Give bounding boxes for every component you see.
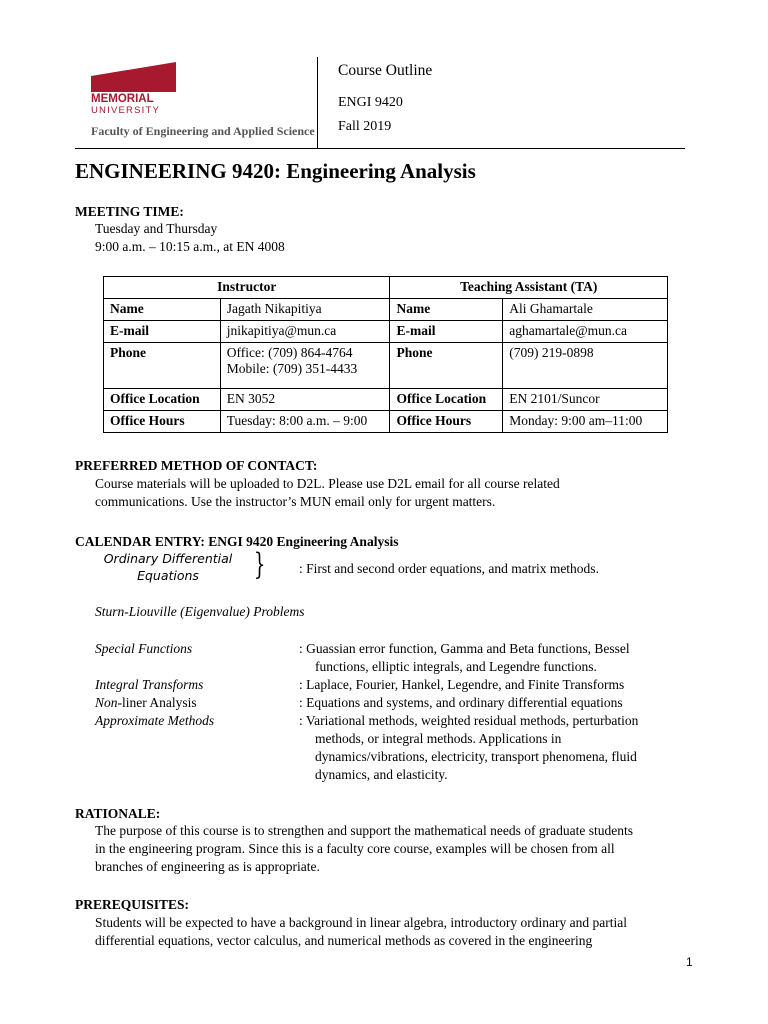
term: Fall 2019	[338, 119, 392, 134]
nonliner-analysis-label	[95, 694, 197, 712]
ta-email-label: E-mail	[390, 321, 503, 343]
faculty-name: Faculty of Engineering and Applied Science	[91, 124, 315, 138]
svg-text:MEMORIAL: MEMORIAL	[91, 93, 154, 105]
meeting-time: 9:00 a.m. – 10:15 a.m., at EN 4008	[95, 239, 285, 254]
ta-name: Ali Ghamartale	[503, 299, 668, 321]
prereq-heading: PREREQUISITES:	[75, 897, 190, 912]
ta-phone-label: Phone	[390, 343, 503, 389]
contact-line-1: Course materials will be uploaded to D2L. Please use D2L email for all course related	[95, 476, 560, 491]
ode-desc: : First and second order equations, and matrix methods.	[299, 561, 599, 576]
ode-brace-icon: }	[253, 547, 266, 582]
instructor-phone-office: Office: (709) 864-4764	[226, 345, 353, 360]
prereq-line-1: Students will be expected to have a background in linear algebra, introductory ordinary and partial	[95, 915, 627, 930]
approximate-methods-desc-1: : Variational methods, weighted residual methods, perturbation	[299, 713, 639, 728]
instructor-header: Instructor	[104, 277, 390, 299]
special-functions-desc-1: : Guassian error function, Gamma and Beta functions, Bessel	[299, 641, 630, 656]
rationale-line-2: in the engineering program. Since this is a faculty core course, examples will be chosen from all	[95, 841, 615, 856]
integral-transforms-desc: : Laplace, Fourier, Hankel, Legendre, and Finite Transforms	[299, 677, 625, 692]
ode-label	[95, 550, 241, 584]
ta-office-location: EN 2101/Suncor	[503, 389, 668, 411]
instructor-phone-mobile: Mobile: (709) 351-4433	[226, 361, 358, 376]
approximate-methods-desc-3: dynamics/vibrations, electricity, transport phenomena, fluid	[315, 749, 637, 764]
course-code: ENGI 9420	[338, 95, 403, 110]
special-functions-desc-2: functions, elliptic integrals, and Legendre functions.	[315, 659, 597, 674]
nonliner-rest: -liner Analysis	[117, 695, 197, 710]
phone-label: Phone	[104, 343, 221, 389]
contact-table	[103, 276, 668, 433]
page-number: 1	[686, 955, 693, 969]
ta-office-hours-label: Office Hours	[390, 411, 503, 433]
calendar-heading: CALENDAR ENTRY: ENGI 9420 Engineering Analysis	[75, 534, 399, 549]
rationale-line-1: The purpose of this course is to strengthen and support the mathematical needs of graduate students	[95, 823, 633, 838]
email-label: E-mail	[104, 321, 221, 343]
doc-type: Course Outline	[338, 62, 433, 79]
ode-label-line-2: Equations	[137, 568, 199, 583]
special-functions-label: Special Functions	[95, 641, 193, 656]
instructor-office-hours: Tuesday: 8:00 a.m. – 9:00	[220, 411, 390, 433]
header-divider	[75, 148, 685, 149]
instructor-email[interactable]: jnikapitiya@mun.ca	[220, 321, 390, 343]
page-title: ENGINEERING 9420: Engineering Analysis	[75, 159, 476, 183]
office-hours-label: Office Hours	[104, 411, 221, 433]
approximate-methods-desc-2: methods, or integral methods. Applications in	[315, 731, 562, 746]
ta-office-location-label: Office Location	[390, 389, 503, 411]
approximate-methods-desc-4: dynamics, and elasticity.	[315, 767, 448, 782]
sturm-liouville: Sturn-Liouville (Eigenvalue) Problems	[95, 604, 305, 619]
ta-phone: (709) 219-0898	[503, 343, 668, 389]
contact-line-2: communications. Use the instructor’s MUN email only for urgent matters.	[95, 494, 496, 509]
ta-name-label: Name	[390, 299, 503, 321]
rationale-heading: RATIONALE:	[75, 806, 161, 821]
ta-header: Teaching Assistant (TA)	[390, 277, 668, 299]
approximate-methods-label: Approximate Methods	[95, 713, 215, 728]
header-divider-vertical	[317, 57, 318, 148]
instructor-office-location: EN 3052	[220, 389, 390, 411]
ta-email[interactable]: aghamartale@mun.ca	[503, 321, 668, 343]
contact-heading: PREFERRED METHOD OF CONTACT:	[75, 458, 318, 473]
svg-text:UNIVERSITY: UNIVERSITY	[91, 105, 161, 116]
nonliner-analysis-desc: : Equations and systems, and ordinary differential equations	[299, 695, 623, 710]
ode-label-line-1: Ordinary Differential	[103, 551, 233, 566]
meeting-days: Tuesday and Thursday	[95, 221, 218, 236]
office-location-label: Office Location	[104, 389, 221, 411]
ta-office-hours: Monday: 9:00 am–11:00	[503, 411, 668, 433]
prereq-line-2: differential equations, vector calculus, and numerical methods as covered in the engineering	[95, 933, 593, 948]
nonliner-italic: Non	[95, 695, 118, 710]
meeting-heading: MEETING TIME:	[75, 204, 184, 219]
integral-transforms-label: Integral Transforms	[95, 677, 204, 692]
rationale-line-3: branches of engineering as is appropriate.	[95, 859, 320, 874]
name-label: Name	[104, 299, 221, 321]
instructor-phone	[220, 343, 390, 389]
instructor-name: Jagath Nikapitiya	[220, 299, 390, 321]
